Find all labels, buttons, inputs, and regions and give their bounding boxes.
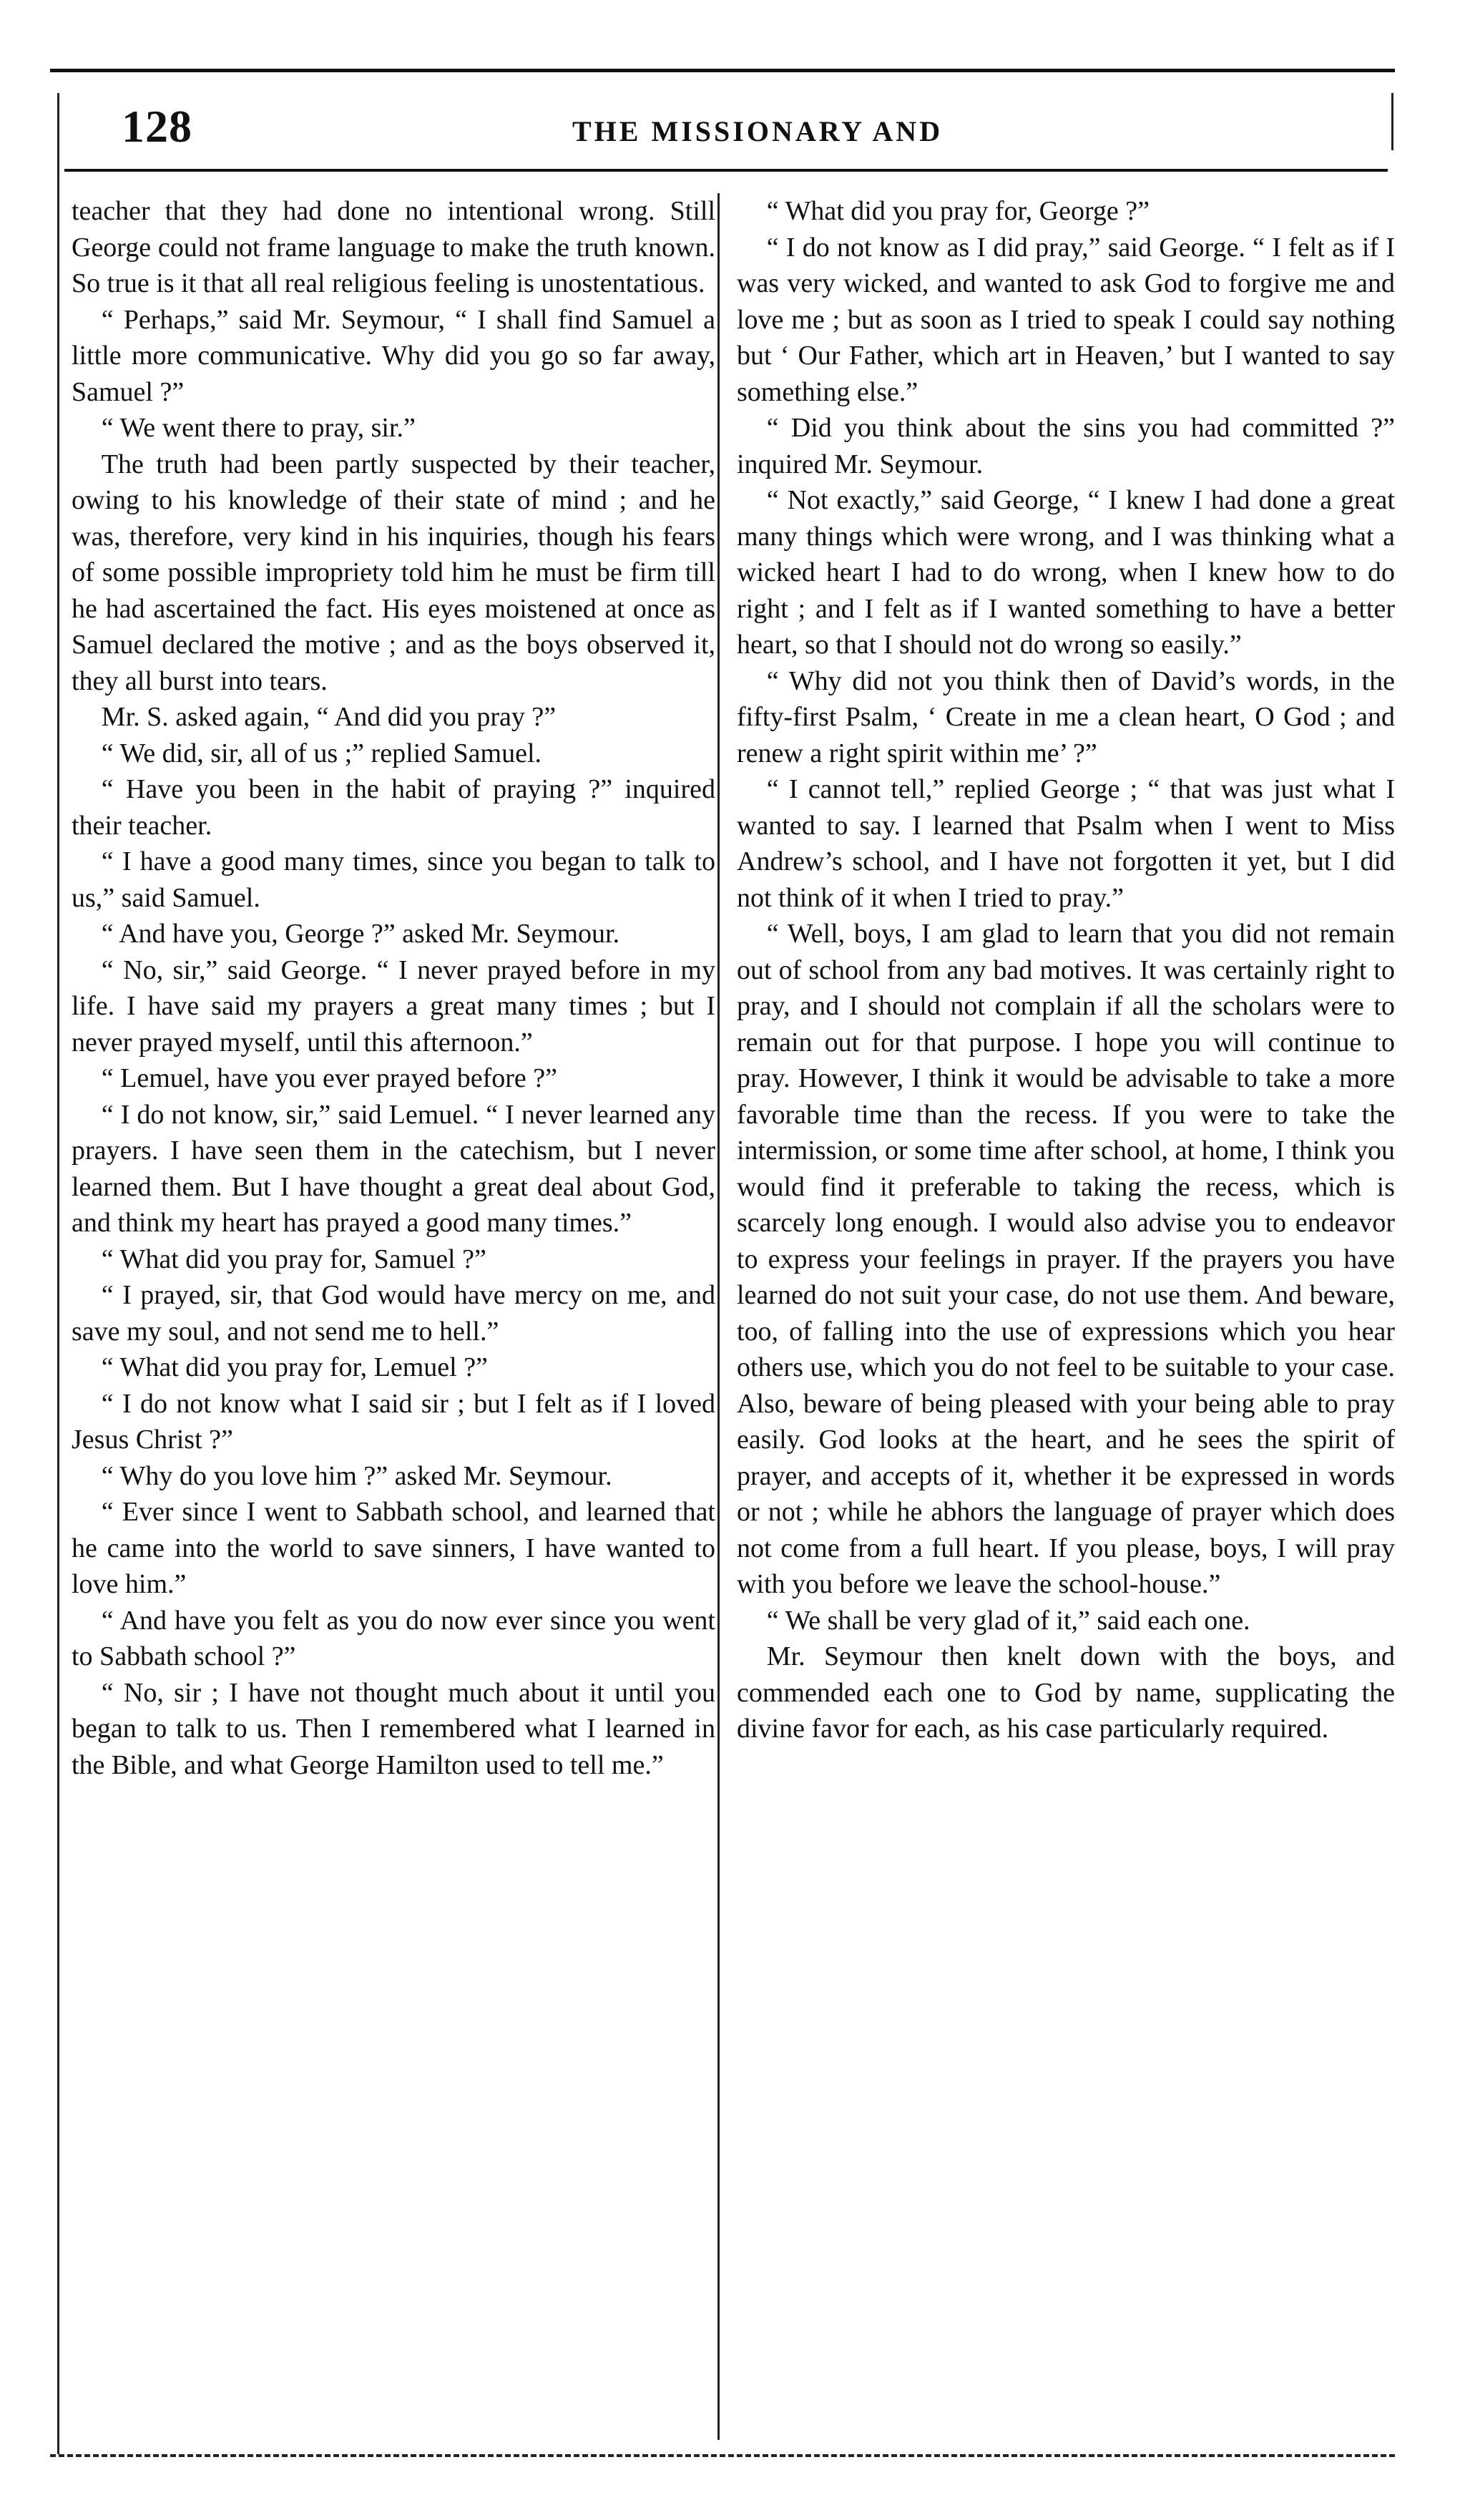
- paragraph: Mr. S. asked again, “ And did you pray ?”: [101, 702, 557, 732]
- column-divider: [717, 193, 720, 2440]
- paragraph: teacher that they had done no intentional wrong. Still George could not frame language to make the truth known. So true is it that all real religious feeling is unostentatious.: [72, 196, 715, 298]
- header-rule: [64, 169, 1388, 172]
- paragraph: “ We went there to pray, sir.”: [101, 413, 416, 443]
- paragraph: “ And have you felt as you do now ever since you went to Sabbath school ?”: [72, 1605, 715, 1671]
- left-margin-rule: [57, 93, 59, 2454]
- paragraph: “ We did, sir, all of us ;” replied Samuel.: [101, 738, 542, 768]
- paragraph: “ Why did not you think then of David’s words, in the fifty-first Psalm, ‘ Create in me a clean heart, O God ; and renew a right spirit within me’ ?”: [737, 665, 1395, 768]
- paragraph: “ What did you pray for, Lemuel ?”: [101, 1352, 488, 1382]
- paragraph: “ What did you pray for, George ?”: [766, 196, 1150, 226]
- paragraph: “ I do not know as I did pray,” said George. “ I felt as if I was very wicked, and wanted to ask God to forgive me and love me ; but as soon as I tried to speak I could say nothing but ‘ Our Father, which art in Heaven,’ but I wanted to say something else.”: [737, 232, 1395, 407]
- paragraph: “ Ever since I went to Sabbath school, and learned that he came into the world to save sinners, I have wanted to love him.”: [72, 1497, 715, 1599]
- page-number: 128: [122, 101, 192, 152]
- paragraph: “ And have you, George ?” asked Mr. Seymour.: [101, 919, 620, 949]
- paragraph: The truth had been partly suspected by their teacher, owing to his knowledge of their state of mind ; and he was, therefore, very kind in his inquiries, though his fears of some possible impropriety told him he must be firm till he had ascertained the fact. His eyes moistened at once as Samuel declared the motive ; and as the boys observed it, they all burst into tears.: [72, 449, 715, 696]
- paragraph: “ Lemuel, have you ever prayed before ?”: [101, 1063, 558, 1093]
- paragraph: Mr. Seymour then knelt down with the boys, and commended each one to God by name, supplicating the divine favor for each, as his case particularly required.: [737, 1641, 1395, 1744]
- right-column: [737, 193, 1395, 2433]
- paragraph: “ Why do you love him ?” asked Mr. Seymour.: [101, 1460, 612, 1491]
- paragraph: “ Have you been in the habit of praying ?” inquired their teacher.: [72, 774, 715, 841]
- paragraph: “ I do not know what I said sir ; but I felt as if I loved Jesus Christ ?”: [72, 1388, 715, 1455]
- paragraph: “ Did you think about the sins you had committed ?” inquired Mr. Seymour.: [737, 413, 1395, 479]
- paragraph: “ I do not know, sir,” said Lemuel. “ I never learned any prayers. I have seen them in the catechism, but I never learned them. But I have thought a great deal about God, and think my heart has prayed a good many times.”: [72, 1099, 715, 1238]
- page-header: [72, 93, 1388, 157]
- bottom-rule: [50, 2454, 1395, 2457]
- running-head: THE MISSIONARY AND: [572, 115, 944, 147]
- paragraph: “ No, sir,” said George. “ I never prayed before in my life. I have said my prayers a great many times ; but I never prayed myself, until this afternoon.”: [72, 954, 715, 1058]
- paragraph: “ No, sir ; I have not thought much about it until you began to talk to us. Then I remembered what I learned in the Bible, and what George Hamilton used to tell me.”: [72, 1677, 715, 1780]
- paragraph: “ I prayed, sir, that God would have mercy on me, and save my soul, and not send me to hell.”: [72, 1280, 715, 1347]
- right-margin-rule: [1391, 93, 1393, 150]
- paragraph: “ I have a good many times, since you began to talk to us,” said Samuel.: [72, 846, 715, 913]
- left-column: [72, 193, 715, 2433]
- paragraph: “ Well, boys, I am glad to learn that you did not remain out of school from any bad motives. It was certainly right to pray, and I should not complain if all the scholars were to remain out for that purpose. I hope you will continue to pray. However, I think it would be advisable to take a more favorable time than the recess. If you were to take the intermission, or some time after school, at home, I think you would find it preferable to taking the recess, which is scarcely long enough. I would also advise you to endeavor to express your feelings in prayer. If the prayers you have learned do not suit your case, do not use them. And beware, too, of falling into the use of expressions which you hear others use, which you do not feel to be suitable to your case. Also, beware of being pleased with your being able to pray easily. God looks at the heart, and he sees the spirit of prayer, and accepts of it, whether it be expressed in words or not ; while he abhors the language of prayer which does not come from a full heart. If you please, boys, I will pray with you before we leave the school-house.”: [737, 919, 1395, 1599]
- paragraph: “ Not exactly,” said George, “ I knew I had done a great many things which were wrong, and I was thinking what a wicked heart I had to do wrong, when I knew how to do right ; and I felt as if I wanted something to have a better heart, so that I should not do wrong so easily.”: [737, 485, 1395, 660]
- paragraph: “ What did you pray for, Samuel ?”: [101, 1244, 486, 1274]
- paragraph: “ Perhaps,” said Mr. Seymour, “ I shall find Samuel a little more communicative. Why did you go so far away, Samuel ?”: [72, 304, 715, 407]
- top-rule: [50, 69, 1395, 72]
- paragraph: “ We shall be very glad of it,” said each one.: [766, 1605, 1250, 1636]
- paragraph: “ I cannot tell,” replied George ; “ that was just what I wanted to say. I learned that Psalm when I went to Miss Andrew’s school, and I have not forgotten it yet, but I did not think of it when I tried to pray.”: [737, 774, 1395, 913]
